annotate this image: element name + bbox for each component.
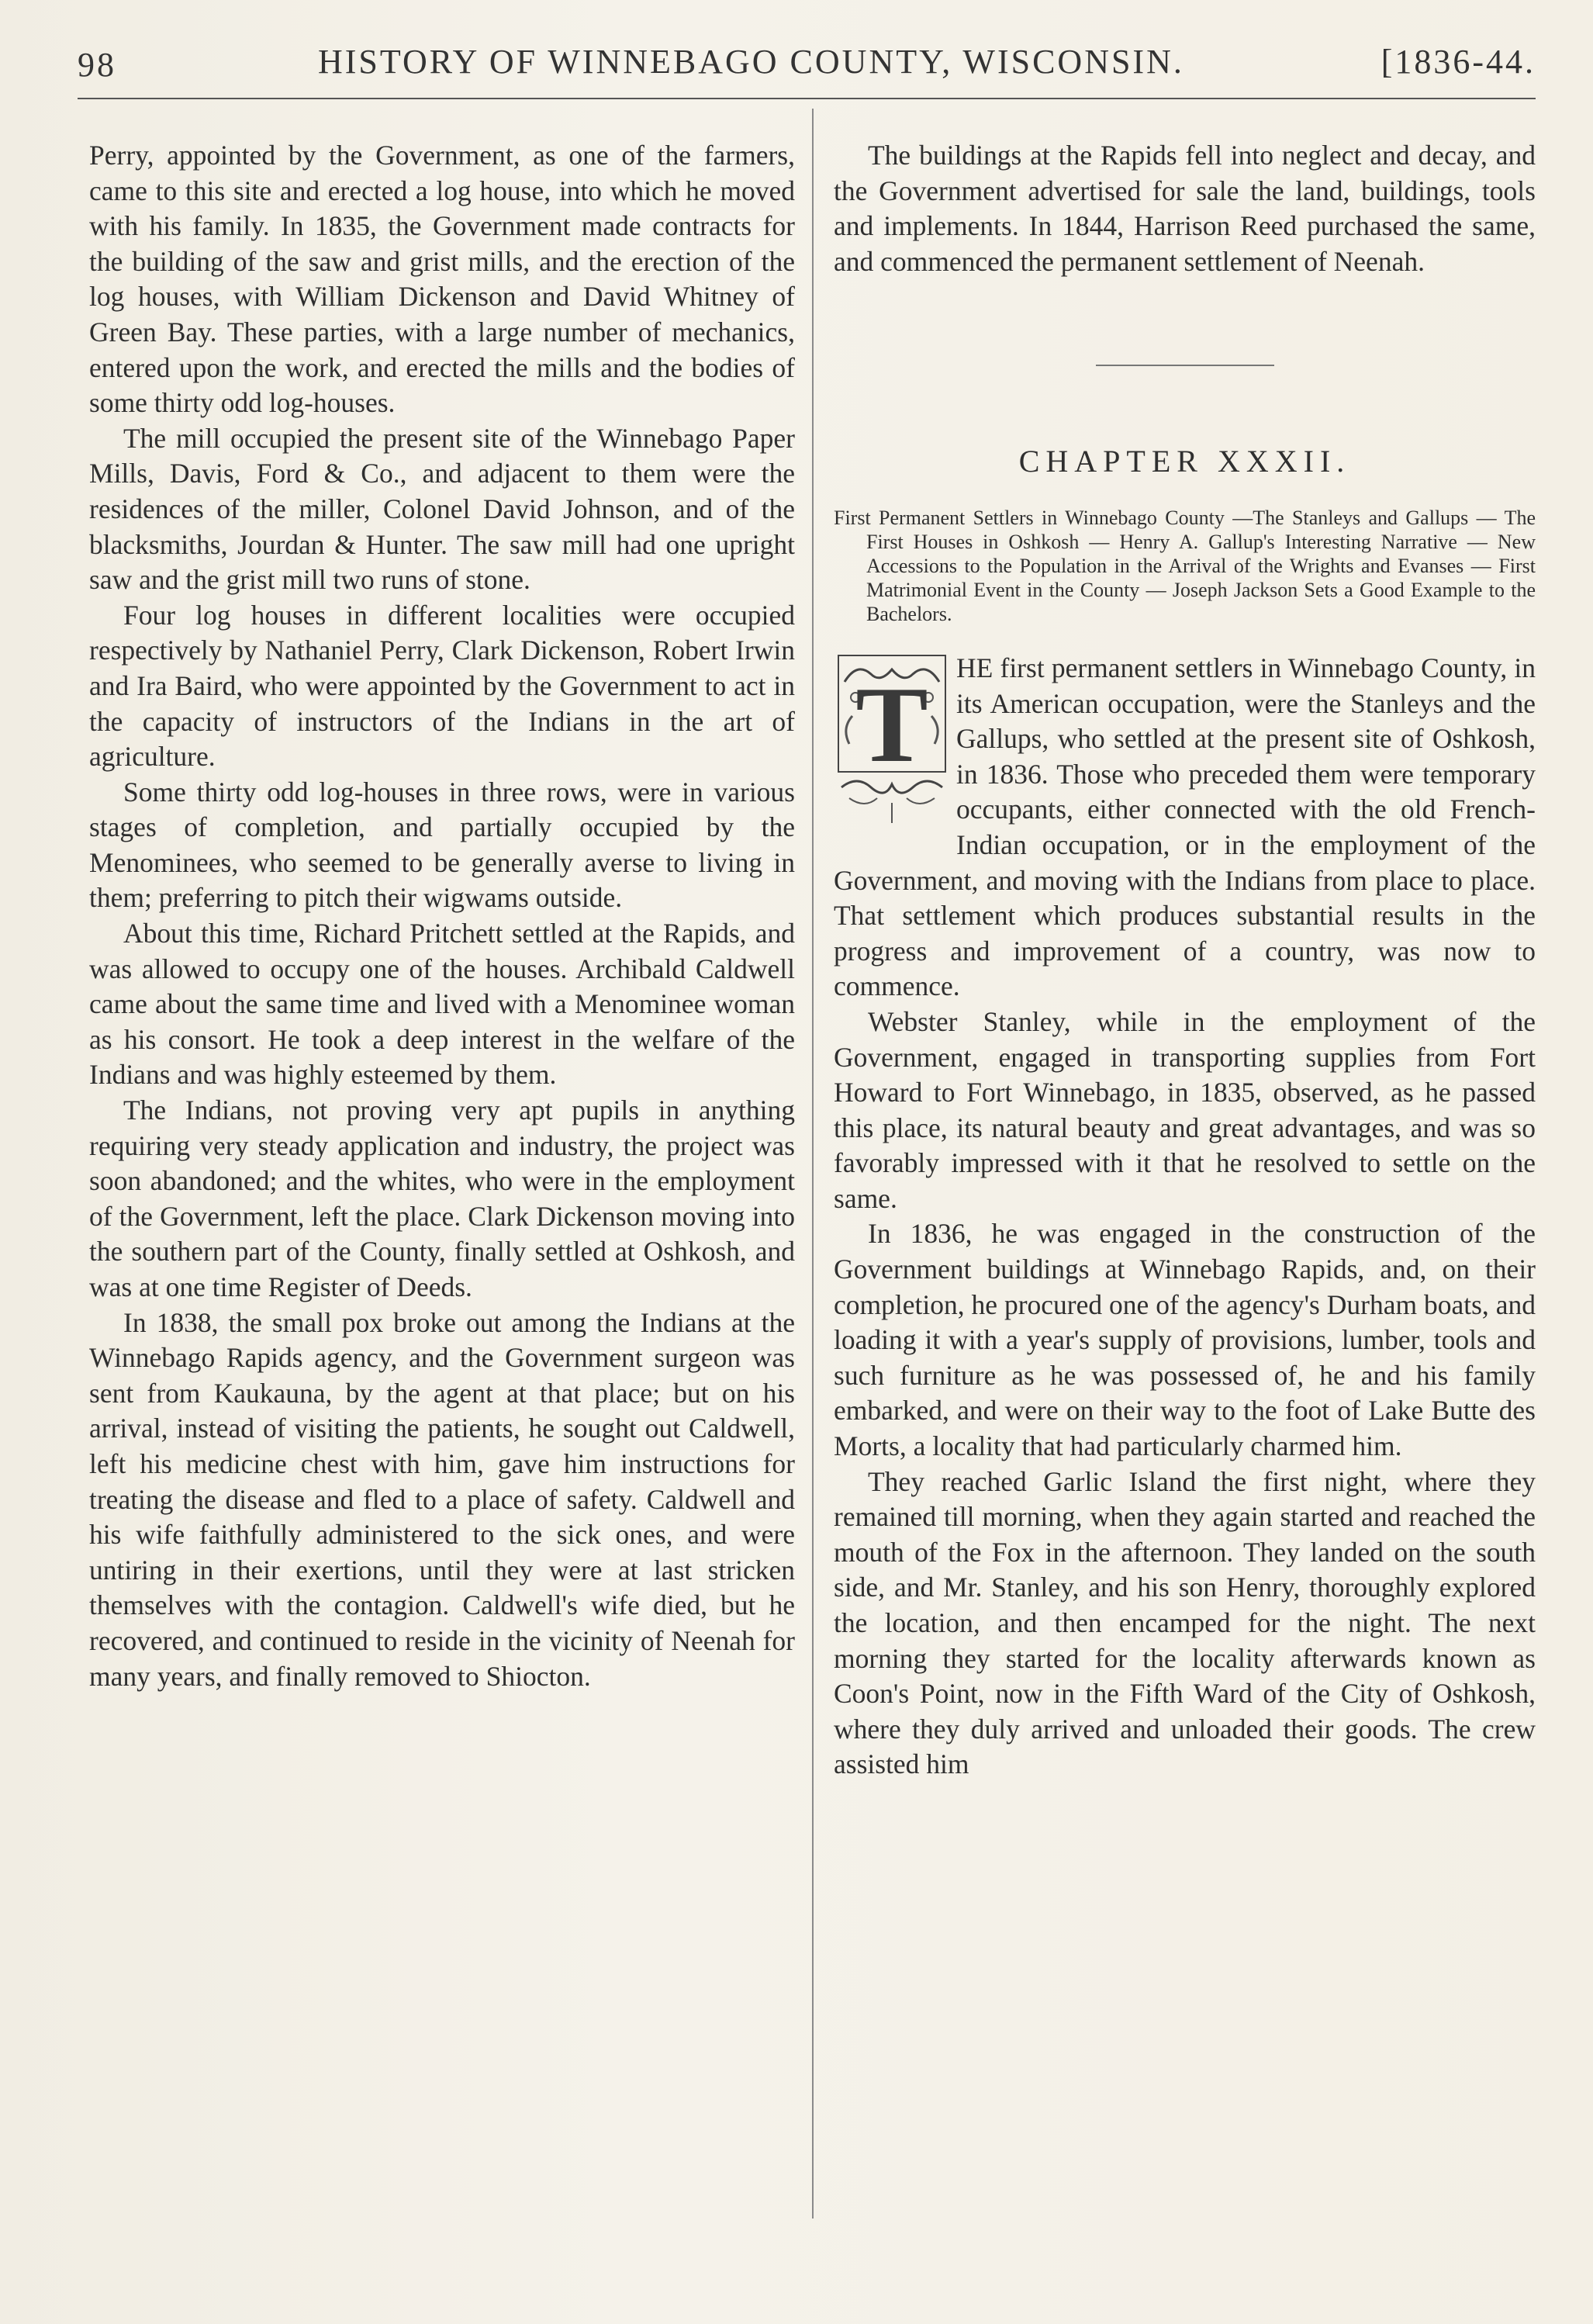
chapter-title: CHAPTER XXXII. [1018, 444, 1351, 479]
page-number: 98 [78, 46, 116, 84]
ornamental-drop-cap [834, 651, 950, 829]
first-paragraph-text: HE first permanent settlers in Winnebago County, in its American occupation, were the Stanleys and the Gallups, who settled at the present site of Oshkosh, in 1836. Those who preceded them were temporary occupants, either connected with the old French-Indian occupation, or in the employment of the Government, and moving with the Indians from place to place. That settlement which produces substantial results in the progress and improvement of a country, was now to commence. [834, 652, 1536, 1002]
date-range: [1836-44. [1380, 43, 1536, 81]
paragraph: The Indians, not proving very apt pupils in anything requiring very steady application and industry, the project was soon abandoned; and the whites, who were in the employment of the Government, left the place. Clark Dickenson moving into the southern part of the County, finally settled at Oshkosh, and was at one time Register of Deeds. [89, 1095, 795, 1302]
paragraph: Four log houses in different localities were occupied respectively by Nathaniel Perry, Clark Dickenson, Robert Irwin and Ira Baird, who were appointed by the Government to act in the capacity of instructors of the Indians in the art of agriculture. [89, 599, 795, 773]
ornament-icon [834, 651, 950, 829]
section-divider [1096, 365, 1274, 366]
right-column [834, 138, 1536, 1783]
left-column [89, 138, 795, 1694]
column-divider [812, 109, 814, 2219]
paragraph: Perry, appointed by the Government, as one of the farmers, came to this site and erected a log house, into which he moved with his family. In 1835, the Government made contracts for the building of the saw and grist mills, and the erection of the log houses, with William Dickenson and David Whitney of Green Bay. These parties, with a large number of mechanics, entered upon the work, and erected the mills and the bodies of some thirty odd log-houses. [89, 140, 795, 419]
drop-cap-letter: T [855, 664, 928, 785]
paragraph: They reached Garlic Island the first night, where they remained till morning, when they again started and reached the mouth of the Fox in the afternoon. They landed on the south side, and Mr. Stanley, and his son Henry, thoroughly explored the location, and then encamped for the night. The next morning they started for the locality afterwards known as Coon's Point, now in the Fifth Ward of the City of Oshkosh, where they duly arrived and unloaded their goods. The crew assisted him [834, 1465, 1536, 1780]
running-title: HISTORY OF WINNEBAGO COUNTY, WISCONSIN. [318, 43, 1184, 81]
paragraph: Webster Stanley, while in the employment of the Government, engaged in transporting supplies from Fort Howard to Fort Winnebago, in 1835, observed, as he passed this place, its natural beauty and great advantages, and was so favorably impressed with it that he resolved to settle on the same. [834, 1005, 1536, 1214]
paragraph: About this time, Richard Pritchett settled at the Rapids, and was allowed to occupy one of the houses. Archibald Caldwell came about the same time and lived with a Menominee woman as his consort. He took a deep interest in the welfare of the Indians and was highly esteemed by them. [89, 918, 795, 1091]
paragraph: Some thirty odd log-houses in three rows, were in various stages of completion, and partially occupied by the Menominees, who seemed to be generally averse to living in them; preferring to pitch their wigwams outside. [89, 776, 795, 914]
paragraph: The mill occupied the present site of the Winnebago Paper Mills, Davis, Ford & Co., and adjacent to them were the residences of the miller, Colonel David Johnson, and of the blacksmiths, Jourdan & Hunter. The saw mill had one upright saw and the grist mill two runs of stone. [89, 422, 795, 596]
first-paragraph [834, 651, 1536, 1005]
paragraph: In 1836, he was engaged in the construction of the Government buildings at Winnebago Rapids, and, on their completion, he procured one of the agency's Durham boats, and loading it with a year's supply of provisions, lumber, tools and such furniture as he was possessed of, he and his family embarked, and were on their way to the foot of Lake Butte des Morts, a locality that had particularly charmed him. [834, 1218, 1536, 1462]
opening-paragraph: The buildings at the Rapids fell into neglect and decay, and the Government advertised for sale the land, buildings, tools and implements. In 1844, Harrison Reed purchased the same, and commenced the permanent settlement of Neenah. [834, 140, 1536, 277]
header-rule [78, 98, 1536, 99]
chapter-synopsis: First Permanent Settlers in Winnebago County —The Stanleys and Gallups — The First Houses in Oshkosh — Henry A. Gallup's Interesting Narrative — New Accessions to the Population in the Arrival of the Wrights and Evanses — First Matrimonial Event in the County — Joseph Jackson Sets a Good Example to the Bachelors. [834, 506, 1536, 625]
paragraph: In 1838, the small pox broke out among the Indians at the Winnebago Rapids agency, and the Government surgeon was sent from Kaukauna, by the agent at that place; but on his arrival, instead of visiting the patients, he sought out Caldwell, left his medicine chest with him, gave him instructions for treating the disease and fled to a place of safety. Caldwell and his wife faithfully administered to the sick ones, and were untiring in their exertions, until they were at last stricken themselves with the contagion. Caldwell's wife died, but he recovered, and continued to reside in the vicinity of Neenah for many years, and finally removed to Shiocton. [89, 1306, 795, 1692]
running-header [78, 31, 1536, 85]
